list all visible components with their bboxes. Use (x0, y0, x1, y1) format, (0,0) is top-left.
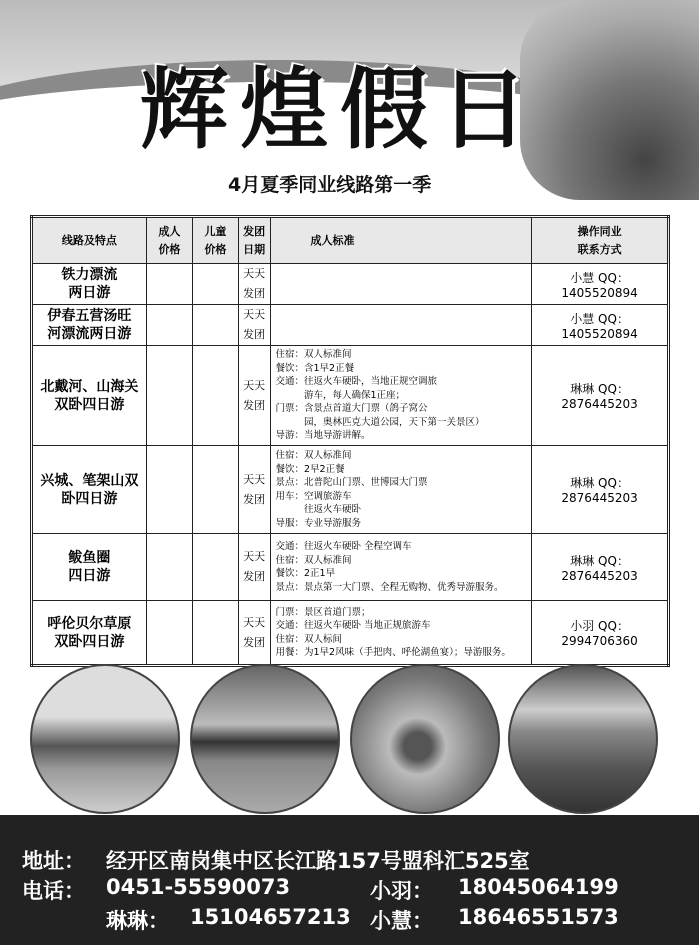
col-contact: 操作同业 联系方式 (532, 217, 669, 264)
adult-standard (270, 264, 532, 305)
departure-date: 天天 发团 (238, 446, 270, 534)
table-row (32, 601, 669, 666)
table-row (32, 264, 669, 305)
phone-label: 电话： (22, 879, 85, 903)
photo-grassland-sheep (508, 664, 658, 814)
child-price (193, 534, 239, 601)
table-header (32, 217, 669, 264)
phone: 0451-55590073 (106, 875, 291, 899)
contact-name: 小羽： (370, 879, 433, 903)
contact-name: 琳琳： (106, 909, 169, 933)
child-price (193, 305, 239, 346)
seascape-image (520, 0, 699, 200)
adult-standard: 住宿：双人标准间 餐饮：2早2正餐 景点：北普陀山门票、世博园大门票 用车：空调旅游车 往返火车硬卧 导服：专业导游服务 (270, 446, 532, 534)
adult-standard: 门票：景区首道门票； 交通：往返火车硬卧 当地正规旅游车 住宿：双人标间 用餐：为1早2风味（手把肉、呼伦湖鱼宴）；导游服务。 (270, 601, 532, 666)
adult-price (146, 264, 193, 305)
contact-name: 小慧： (370, 909, 433, 933)
adult-standard: 交通：往返火车硬卧 全程空调车 住宿：双人标准间 餐饮：2正1早 景点：景点第一大门票、全程无购物、优秀导游服务。 (270, 534, 532, 601)
child-price (193, 264, 239, 305)
contact-info: 小羽 QQ：2994706360 (532, 601, 669, 666)
contact-info: 小慧 QQ：1405520894 (532, 305, 669, 346)
photo-strip (0, 664, 699, 814)
contact-footer (0, 815, 699, 945)
route-name: 兴城、笔架山双 卧四日游 (32, 446, 147, 534)
page-subtitle: 4月夏季同业线路第一季 (228, 174, 432, 196)
col-child-price: 儿童 价格 (193, 217, 239, 264)
contact-info: 琳琳 QQ：2876445203 (532, 446, 669, 534)
adult-standard (270, 305, 532, 346)
departure-date: 天天 发团 (238, 264, 270, 305)
departure-date: 天天 发团 (238, 601, 270, 666)
departure-date: 天天 发团 (238, 305, 270, 346)
table-row (32, 305, 669, 346)
adult-price (146, 305, 193, 346)
photo-coast-island (190, 664, 340, 814)
address-label: 地址： (22, 849, 85, 873)
adult-price (146, 346, 193, 446)
col-standard: 成人标准 (270, 217, 532, 264)
route-name: 伊春五营汤旺 河漂流两日游 (32, 305, 147, 346)
departure-date: 天天 发团 (238, 534, 270, 601)
child-price (193, 346, 239, 446)
table-row (32, 446, 669, 534)
contact-info: 琳琳 QQ：2876445203 (532, 346, 669, 446)
adult-price (146, 446, 193, 534)
contact-info: 小慧 QQ：1405520894 (532, 264, 669, 305)
route-name: 呼伦贝尔草原 双卧四日游 (32, 601, 147, 666)
departure-date: 天天 发团 (238, 346, 270, 446)
col-date: 发团 日期 (238, 217, 270, 264)
contact-phone: 15104657213 (190, 905, 351, 929)
route-name: 北戴河、山海关 双卧四日游 (32, 346, 147, 446)
contact-phone: 18646551573 (458, 905, 619, 929)
photo-birds-island (30, 664, 180, 814)
contact-info: 琳琳 QQ：2876445203 (532, 534, 669, 601)
child-price (193, 601, 239, 666)
adult-price (146, 534, 193, 601)
page-title: 辉煌假日 (140, 57, 541, 161)
routes-table (30, 215, 670, 667)
adult-price (146, 601, 193, 666)
header-banner (0, 0, 699, 215)
adult-standard: 住宿：双人标准间 餐饮：含1早2正餐 交通：往返火车硬卧，当地正规空调旅 游车，每人确保1正座； 门票：含景点首道大门票（鸽子窝公 园，奥林匹克大道公园，天下第一关景区） 导游：当地导游讲解。 (270, 346, 532, 446)
col-route: 线路及特点 (32, 217, 147, 264)
route-name: 铁力漂流 两日游 (32, 264, 147, 305)
table-row (32, 534, 669, 601)
contact-phone: 18045064199 (458, 875, 619, 899)
route-name: 鲅鱼圈 四日游 (32, 534, 147, 601)
child-price (193, 446, 239, 534)
address: 经开区南岗集中区长江路157号盟科汇525室 (106, 849, 530, 873)
col-adult-price: 成人 价格 (146, 217, 193, 264)
table-row (32, 346, 669, 446)
photo-statue (350, 664, 500, 814)
